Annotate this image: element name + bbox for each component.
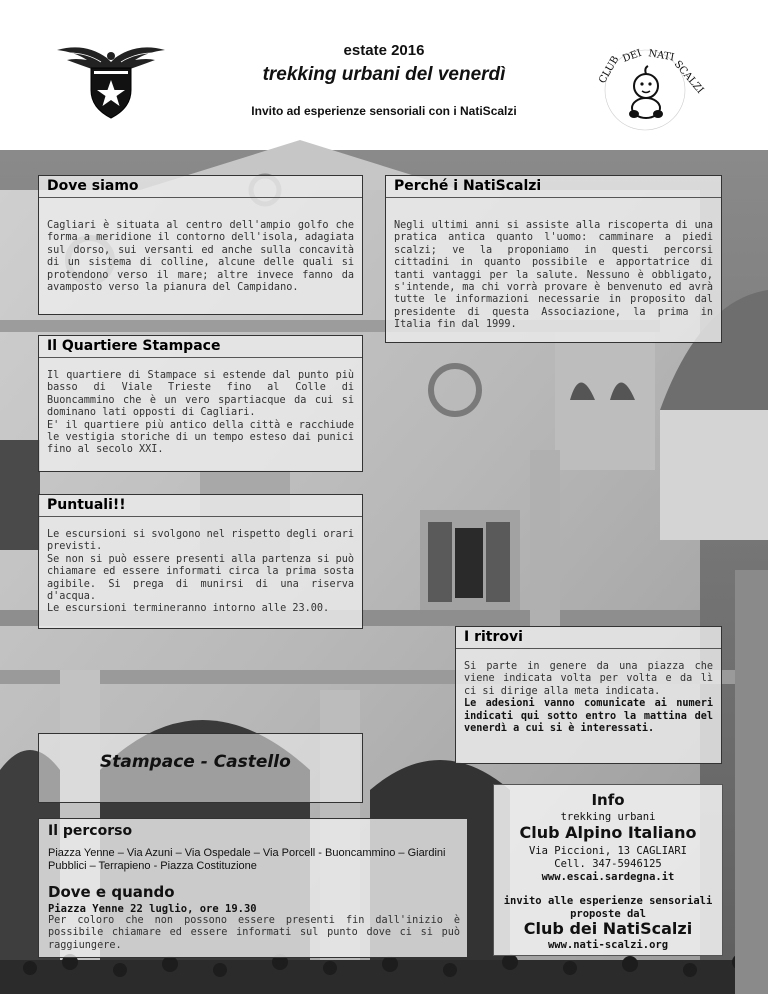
info-website-natiscalzi: www.nati-scalzi.org [547,939,669,951]
dove-quando-date: Piazza Yenne 22 luglio, ore 19.30 [48,903,257,915]
svg-text:DEI: DEI [621,47,644,65]
info-website-cai: www.escai.sardegna.it [541,871,675,883]
page-subtitle: Invito ad esperienze sensoriali con i NatiScalzi [251,104,517,118]
svg-text:CLUB: CLUB [597,54,622,86]
natiscalzi-baby-logo-icon [590,42,706,134]
info-org-cai: Club Alpino Italiano [519,823,697,842]
percorso-box [38,818,468,958]
info-panel [493,784,723,956]
dove-quando-note: Per coloro che non possono essere presenti fin dall'inizio è possibile chiamare ed essere informati sul punto dove ci si può raggiungere. [48,915,460,951]
dove-siamo-box [38,175,363,315]
ritrovi-text: Si parte in genere da una piazza che viene indicata volta per volta e da lì ci si dirige alla meta indicata. [464,661,713,697]
ritrovi-bold-text: Le adesioni vanno comunicate ai numeri indicati qui sotto entro la mattina del venerdì a cui si è interessati. [464,698,713,735]
quartiere-heading: Il Quartiere Stampace [39,336,362,358]
info-phone: Cell. 347-5946125 [554,858,662,870]
puntuali-heading: Puntuali!! [39,495,362,517]
ritrovi-box [455,626,722,764]
page-header [0,0,768,150]
perche-heading: Perché i NatiScalzi [386,176,721,198]
puntuali-box [38,494,363,629]
dove-quando-heading: Dove e quando [48,883,175,901]
percorso-heading: Il percorso [48,823,133,839]
perche-text: Negli ultimi anni si assiste alla riscoperta di una pratica antica quanto l'uomo: camminare a piedi scalzi; ve la proponiamo in questi percorsi cittadini in quanto possibile e apportatrice di tanti vantaggi per la salute. Nessuno è obbligato, s'intende, ma chi vorrà provare è benvenuto ed avrà tutte le informazioni necessarie in proposito dal presidente di questa Associazione, la prima in Italia fin dal 1999. [394,220,713,331]
route-title: Stampace - Castello [100,752,291,772]
info-address: Via Piccioni, 13 CAGLIARI [528,845,688,857]
season-heading: estate 2016 [343,42,425,59]
dove-siamo-heading: Dove siamo [39,176,362,198]
info-org-natiscalzi: Club dei NatiScalzi [523,919,693,938]
svg-text:SCALZI: SCALZI [671,58,706,97]
page-title: trekking urbani del venerdì [262,64,506,85]
quartiere-stampace-box [38,335,363,472]
svg-text:NATI: NATI [647,48,676,64]
info-heading: Info [591,791,625,809]
info-subtitle: trekking urbani [560,811,656,823]
dove-siamo-text: Cagliari è situata al centro dell'ampio golfo che forma a meridione il contorno dell'isola, adagiata sul dorso, sui versanti ed anche sulla concavità di un sistema di colline, alcune delle quali si protendono verso il mare; altre invece fanno da avamposto verso la pianura del Campidano. [47,220,354,294]
ritrovi-heading: I ritrovi [456,627,721,649]
percorso-route: Piazza Yenne – Via Azuni – Via Ospedale – Via Porcell - Buoncammino – Giardini Pubblici – Terrapieno - Piazza Costituzione [48,847,446,872]
info-invite: invito alle esperienze sensoriali proposte dal [503,895,713,920]
quartiere-text: Il quartiere di Stampace si estende dal punto più basso di Viale Trieste fino al Colle di Buoncammino che è un vero spartiacque da cui si dominano lati opposti di Cagliari. E' il quartiere più antico della città e racchiude le vestigia storiche di un tempo esteso dai punici fino al secolo XXI. [47,370,354,456]
perche-natiscalzi-box [385,175,722,343]
puntuali-text: Le escursioni si svolgono nel rispetto degli orari previsti. Se non si può essere presenti alla partenza si può chiamare ed essere informati circa la prima sosta agibile. Si prega di munirsi di una riserva d'acqua. Le escursioni termineranno intorno alle 23.00. [47,529,354,615]
